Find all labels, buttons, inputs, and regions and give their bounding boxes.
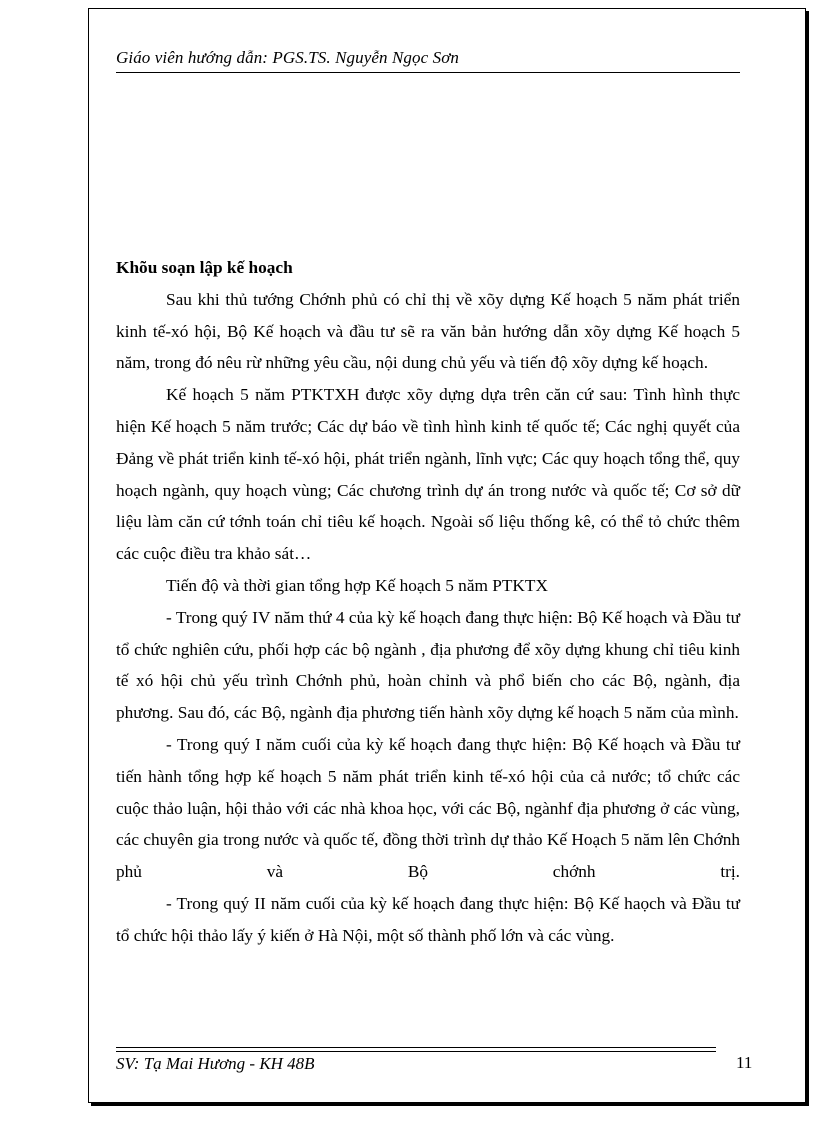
paragraph-3: Tiến độ và thời gian tổng hợp Kế hoạch 5 năm PTKTX	[166, 575, 548, 595]
section-heading: Khõu soạn lập kế hoạch	[116, 258, 293, 277]
document-body	[116, 252, 740, 952]
paragraph-4: - Trong quý IV năm thứ 4 của kỳ kế hoạch đang thực hiện: Bộ Kế hoạch và Đầu tư tổ chức nghiên cứu, phối hợp các bộ ngành , địa phương để xõy dựng khung chỉ tiêu kinh tế xó hội chủ yếu trình Chớnh phủ, hoàn chỉnh và phổ biến cho các Bộ, ngành, địa phương. Sau đó, các Bộ, ngành địa phương tiến hành xõy dựng kế hoạch 5 năm của mình.	[116, 607, 740, 723]
paragraph-1: Sau khi thủ tướng Chớnh phủ có chỉ thị về xõy dựng Kế hoạch 5 năm phát triển kinh tế-xó hội, Bộ Kế hoạch và đầu tư sẽ ra văn bản hướng dẫn xõy dựng Kế hoạch 5 năm, trong đó nêu rừ những yêu cầu, nội dung chủ yếu và tiến độ xõy dựng kế hoạch.	[116, 289, 740, 373]
header-supervisor-text: Giáo viên hướng dẫn: PGS.TS. Nguyễn Ngọc Sơn	[116, 48, 459, 67]
paragraph-2: Kế hoạch 5 năm PTKTXH được xõy dựng dựa trên căn cứ sau: Tình hình thực hiện Kế hoạch 5 năm trước; Các dự báo về tình hình kinh tế quốc tế; Các nghị quyết của Đảng về phát triển kinh tế-xó hội, phát triển ngành, lĩnh vực; Các quy hoạch tổng thể, quy hoạch ngành, quy hoạch vùng; Các chương trình dự án trong nước và quốc tế; Cơ sở dữ liệu làm căn cứ tớnh toán chỉ tiêu kế hoạch. Ngoài số liệu thống kê, có thể tỏ chức thêm các cuộc điều tra khảo sát…	[116, 385, 740, 564]
page-number: 11	[736, 1053, 753, 1072]
footer-double-rule	[116, 1047, 716, 1052]
paragraph-6: - Trong quý II năm cuối của kỳ kế hoạch đang thực hiện: Bộ Kế haọch và Đầu tư tổ chức hội thảo lấy ý kiến ở Hà Nội, một số thành phố lớn và các vùng.	[116, 893, 740, 945]
page-header	[116, 46, 740, 73]
footer-author: SV: Tạ Mai Hương - KH 48B	[116, 1054, 315, 1073]
paragraph-5: - Trong quý I năm cuối của kỳ kế hoạch đang thực hiện: Bộ Kế hoạch và Đầu tư tiến hành tổng hợp kế hoạch 5 năm phát triển kinh tế-xó hội của cả nước; tổ chức các cuộc thảo luận, hội thảo với các nhà khoa học, với các Bộ, ngànhf địa phương ở các vùng, các chuyên gia trong nước và quốc tế, đồng thời trình dự thảo Kế Hoạch 5 năm lên Chớnh phủ và Bộ chớnh trị.	[116, 734, 740, 882]
